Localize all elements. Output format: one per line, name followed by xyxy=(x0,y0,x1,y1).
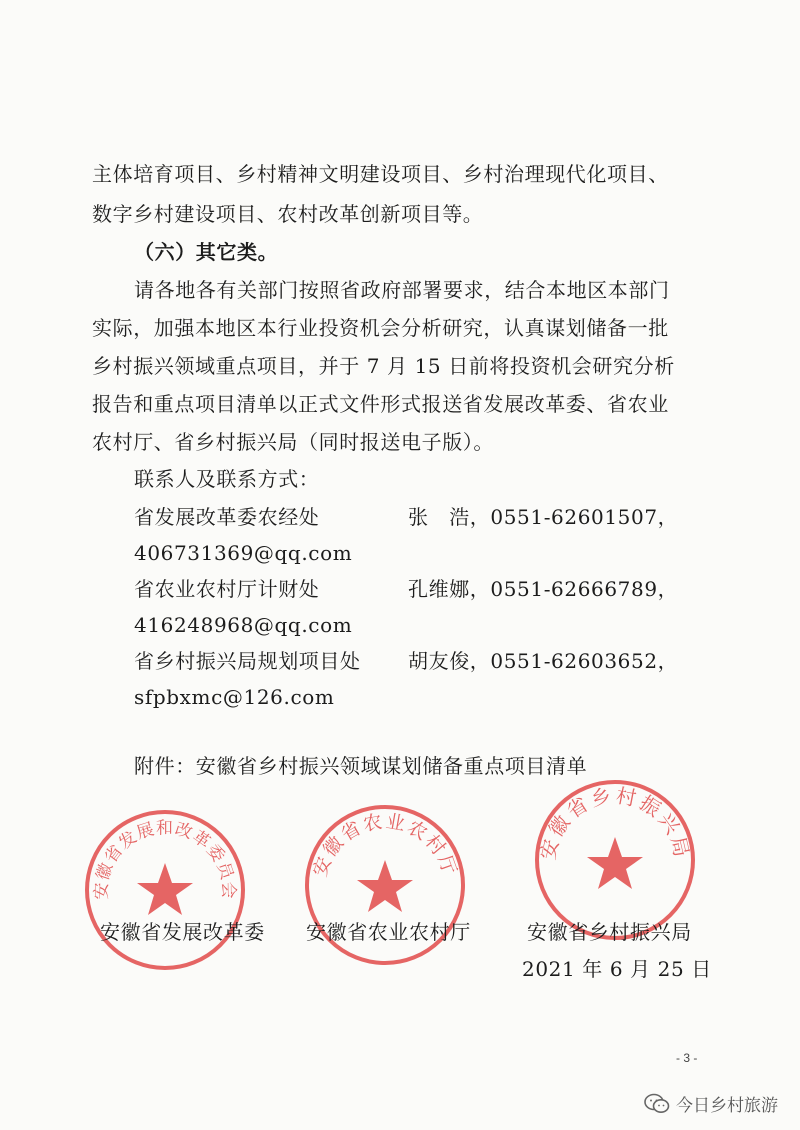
svg-text:安徽省发展和改革委员会: 安徽省发展和改革委员会 xyxy=(91,818,239,900)
body-line-7: 报告和重点项目清单以正式文件形式报送省发展改革委、省农业 xyxy=(92,392,669,416)
contact-person-1: 张 浩，0551-62601507， xyxy=(408,505,679,529)
svg-text:安徽省农业农村厅: 安徽省农业农村厅 xyxy=(308,810,462,880)
watermark xyxy=(644,1091,778,1116)
attachment-line: 附件：安徽省乡村振兴领域谋划储备重点项目清单 xyxy=(134,754,588,778)
signature-date: 2021 年 6 月 25 日 xyxy=(522,957,712,981)
section-heading: （六）其它类。 xyxy=(134,240,279,264)
contact-person-2: 孔维娜，0551-62666789， xyxy=(408,577,679,601)
contacts-heading: 联系人及联系方式： xyxy=(134,467,320,491)
signature-org-3: 安徽省乡村振兴局 xyxy=(527,920,692,944)
body-line-2: 数字乡村建设项目、农村改革创新项目等。 xyxy=(92,202,484,226)
body-line-8: 农村厅、省乡村振兴局（同时报送电子版）。 xyxy=(92,430,494,454)
contact-dept-3: 省乡村振兴局规划项目处 xyxy=(134,649,361,673)
contact-email-3: sfpbxmc@126.com xyxy=(134,685,335,709)
contact-email-2: 416248968@qq.com xyxy=(134,613,353,637)
contact-dept-2: 省农业农村厅计财处 xyxy=(134,577,320,601)
signature-org-1: 安徽省发展改革委 xyxy=(100,920,265,944)
signature-org-2: 安徽省农业农村厅 xyxy=(306,920,471,944)
contact-dept-1: 省发展改革委农经处 xyxy=(134,505,320,529)
wechat-icon xyxy=(644,1093,670,1115)
body-line-6: 乡村振兴领域重点项目，并于 7 月 15 日前将投资机会研究分析 xyxy=(92,354,675,378)
body-line-1: 主体培育项目、乡村精神文明建设项目、乡村治理现代化项目、 xyxy=(92,162,669,186)
contact-email-1: 406731369@qq.com xyxy=(134,541,353,565)
watermark-text: 今日乡村旅游 xyxy=(676,1096,778,1116)
page-number: - 3 - xyxy=(676,1051,698,1065)
body-line-5: 实际，加强本地区本行业投资机会分析研究，认真谋划储备一批 xyxy=(92,316,669,340)
stamp-development-reform xyxy=(80,805,250,975)
body-line-4: 请各地各有关部门按照省政府部署要求，结合本地区本部门 xyxy=(134,278,670,302)
svg-text:安徽省乡村振兴局: 安徽省乡村振兴局 xyxy=(535,783,695,862)
contact-person-3: 胡友俊，0551-62603652， xyxy=(408,649,679,673)
